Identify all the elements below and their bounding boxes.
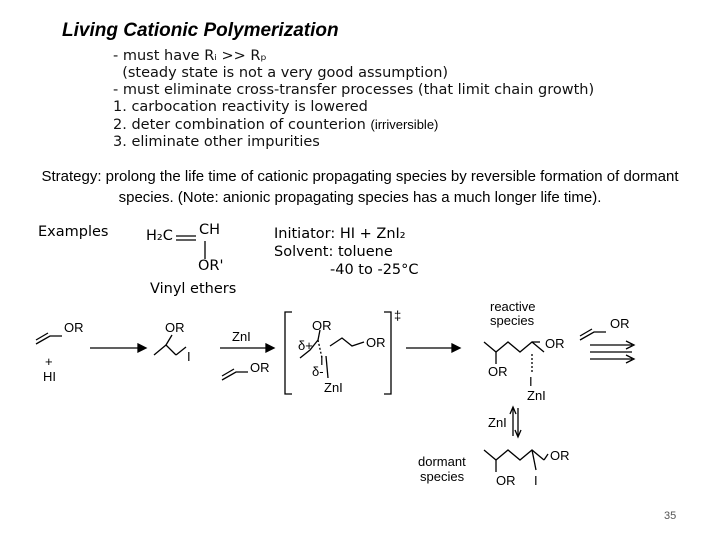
vinyl-ether-1-or: OR bbox=[64, 320, 84, 335]
vinyl-ether-3-or: OR bbox=[610, 316, 630, 331]
ts-or-right: OR bbox=[366, 335, 386, 350]
ts-i: I bbox=[320, 353, 324, 368]
bullet-counterion: 2. deter combination of counterion (irriversible) bbox=[113, 117, 439, 133]
bullet-rate-condition: - must have Rᵢ >> Rₚ bbox=[113, 48, 267, 64]
plus-sign: + bbox=[45, 354, 53, 369]
dormant-label-2: species bbox=[420, 469, 465, 484]
reactive-label-1: reactive bbox=[490, 299, 536, 314]
adduct-i-bond bbox=[176, 347, 186, 355]
monomer-name: Vinyl ethers bbox=[150, 281, 237, 297]
dormant-or-1: OR bbox=[496, 473, 516, 488]
delta-plus: δ+ bbox=[298, 338, 313, 353]
dormant-i: I bbox=[534, 473, 538, 488]
bracket-left bbox=[285, 312, 292, 394]
reactive-chain bbox=[484, 342, 544, 352]
page-number: 35 bbox=[664, 510, 677, 522]
reactive-or-2: OR bbox=[545, 336, 565, 351]
monomer-h2c: H₂C bbox=[146, 228, 173, 244]
solvent-text: Solvent: toluene bbox=[274, 244, 393, 260]
monomer-or: OR' bbox=[198, 258, 224, 274]
arrow-3-head bbox=[452, 344, 460, 352]
dormant-chain bbox=[484, 450, 544, 460]
ts-monomer bbox=[330, 338, 364, 346]
adduct-i: I bbox=[187, 349, 191, 364]
vinyl-ether-3-double bbox=[580, 329, 592, 336]
dormant-label-1: dormant bbox=[418, 454, 466, 469]
slide-title: Living Cationic Polymerization bbox=[62, 20, 339, 41]
zni-reagent: ZnI bbox=[232, 329, 251, 344]
initiator-text: Initiator: HI + ZnI₂ bbox=[274, 226, 406, 242]
arrow-1-head bbox=[138, 344, 146, 352]
vinyl-ether-1-double bbox=[36, 333, 48, 340]
ts-zni-bond bbox=[326, 356, 328, 378]
monomer-ch: CH bbox=[199, 222, 221, 238]
dormant-or-2: OR bbox=[550, 448, 570, 463]
equilibrium-zni: ZnI bbox=[488, 415, 507, 430]
adduct-or: OR bbox=[165, 320, 185, 335]
examples-label: Examples bbox=[38, 224, 109, 240]
ts-zni: ZnI bbox=[324, 380, 343, 395]
irreversible-note: (irriversible) bbox=[370, 117, 439, 132]
bracket-right bbox=[384, 312, 391, 394]
bullet-carbocation: 1. carbocation reactivity is lowered bbox=[113, 99, 368, 115]
bullet-impurities: 3. eliminate other impurities bbox=[113, 134, 320, 150]
dormant-or-bond-2 bbox=[544, 454, 548, 460]
vinyl-ether-2-double bbox=[222, 369, 234, 376]
hi-label: HI bbox=[43, 369, 56, 384]
adduct-backbone bbox=[154, 345, 176, 355]
adduct-or-bond bbox=[166, 335, 172, 345]
arrow-2-head bbox=[266, 344, 274, 352]
ts-or: OR bbox=[312, 318, 332, 333]
bullet-steady-state: (steady state is not a very good assumption) bbox=[113, 65, 449, 81]
delta-minus: δ- bbox=[312, 364, 324, 379]
reactive-zni: ZnI bbox=[527, 388, 546, 403]
vinyl-ether-2-or: OR bbox=[250, 360, 270, 375]
temperature-text: -40 to -25°C bbox=[330, 262, 419, 278]
reactive-or-1: OR bbox=[488, 364, 508, 379]
strategy-text: Strategy: prolong the life time of cationic propagating species by reversible formation of dormant species. (Note: anionic propagating species has a much longer life time). bbox=[41, 168, 679, 206]
bullet-cross-transfer: - must eliminate cross-transfer processes (that limit chain growth) bbox=[113, 82, 595, 98]
reactive-label-2: species bbox=[490, 313, 535, 328]
double-dagger: ‡ bbox=[394, 308, 402, 323]
reactive-i: I bbox=[529, 374, 533, 389]
